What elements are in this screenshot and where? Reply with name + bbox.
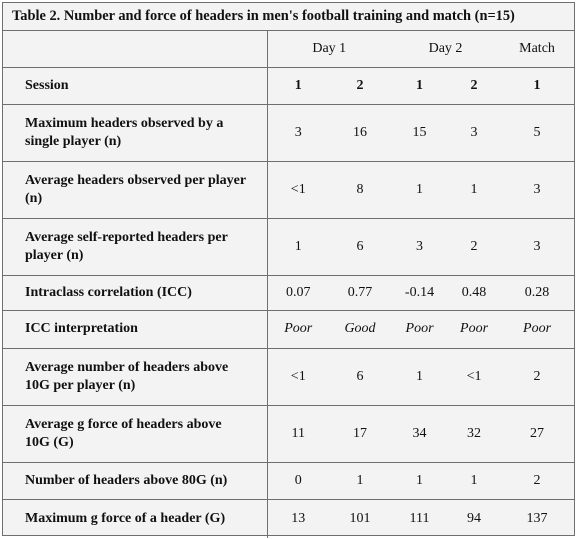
row-label: Average headers observed per player (n) bbox=[3, 161, 267, 218]
table-cell: 111 bbox=[409, 510, 430, 526]
table-row bbox=[3, 405, 574, 462]
table-row bbox=[3, 310, 574, 348]
table-cell: 3 bbox=[391, 218, 448, 275]
table-cell: 2 bbox=[500, 348, 574, 405]
table-cell: 1 bbox=[391, 462, 448, 499]
group-header-day2: Day 2 bbox=[391, 31, 500, 67]
table-cell: 0.77 bbox=[329, 275, 391, 310]
empty-header-cell bbox=[3, 31, 267, 67]
table-row bbox=[3, 348, 574, 405]
data-table bbox=[3, 31, 574, 538]
table-cell: Poor bbox=[448, 310, 500, 348]
table-cell: 16 bbox=[329, 104, 391, 161]
table-cell: -0.14 bbox=[391, 275, 448, 310]
table-cell: <1 bbox=[448, 348, 500, 405]
table-cell: 2 bbox=[448, 218, 500, 275]
table-cell: 0.07 bbox=[267, 275, 329, 310]
table-row bbox=[3, 161, 574, 218]
table-cell: 3 bbox=[267, 104, 329, 161]
row-label: Maximum g force of a header (G) bbox=[3, 499, 267, 538]
row-label: Maximum headers observed by a single player (n) bbox=[3, 104, 267, 161]
row-label: ICC interpretation bbox=[3, 310, 267, 348]
table-cell: 15 bbox=[391, 104, 448, 161]
table-cell: 101 bbox=[349, 510, 371, 526]
session-cell: 2 bbox=[329, 67, 391, 104]
session-cell: 1 bbox=[267, 67, 329, 104]
table-cell: 137 bbox=[526, 510, 548, 526]
session-label: Session bbox=[3, 67, 267, 104]
table-cell: Poor bbox=[500, 310, 574, 348]
table-cell: 11 bbox=[267, 405, 329, 462]
table-cell: 1 bbox=[391, 161, 448, 218]
table-cell: 0.48 bbox=[448, 275, 500, 310]
row-label: Intraclass correlation (ICC) bbox=[3, 275, 267, 310]
table-cell: Poor bbox=[391, 310, 448, 348]
table-cell: 1 bbox=[267, 218, 329, 275]
table-cell: 3 bbox=[448, 104, 500, 161]
table-cell: 34 bbox=[391, 405, 448, 462]
session-row bbox=[3, 67, 574, 104]
table-cell: 3 bbox=[500, 161, 574, 218]
table-caption: Table 2. Number and force of headers in men's football training and match (n=15) bbox=[3, 3, 574, 31]
table-cell: 6 bbox=[329, 218, 391, 275]
table-cell: Good bbox=[329, 310, 391, 348]
row-label: Average g force of headers above 10G (G) bbox=[3, 405, 267, 462]
session-cell: 1 bbox=[500, 67, 574, 104]
table-cell: 13 bbox=[291, 510, 306, 526]
table-row bbox=[3, 218, 574, 275]
table-cell: 1 bbox=[329, 462, 391, 499]
table-cell: 2 bbox=[500, 462, 574, 499]
table-cell: 6 bbox=[329, 348, 391, 405]
table-cell: 1 bbox=[448, 161, 500, 218]
table-cell: 1 bbox=[448, 462, 500, 499]
table-row bbox=[3, 104, 574, 161]
row-label: Average self-reported headers per player (n) bbox=[3, 218, 267, 275]
table-cell: 1 bbox=[391, 348, 448, 405]
table-row bbox=[3, 275, 574, 310]
table-frame bbox=[2, 2, 575, 536]
table-cell: 32 bbox=[448, 405, 500, 462]
table-row bbox=[3, 462, 574, 499]
session-cell: 2 bbox=[448, 67, 500, 104]
table-cell: 17 bbox=[329, 405, 391, 462]
table-cell: 94 bbox=[467, 510, 482, 526]
table-cell: <1 bbox=[267, 348, 329, 405]
table-cell: Poor bbox=[267, 310, 329, 348]
table-cell: 5 bbox=[500, 104, 574, 161]
table-cell: 27 bbox=[500, 405, 574, 462]
group-header-row bbox=[3, 31, 574, 67]
table-cell: 0 bbox=[267, 462, 329, 499]
group-header-day1: Day 1 bbox=[267, 31, 391, 67]
session-cell: 1 bbox=[391, 67, 448, 104]
table-row bbox=[3, 499, 574, 538]
row-label: Number of headers above 80G (n) bbox=[3, 462, 267, 499]
table-cell: 3 bbox=[500, 218, 574, 275]
row-label: Average number of headers above 10G per player (n) bbox=[3, 348, 267, 405]
table-cell: <1 bbox=[267, 161, 329, 218]
table-cell: 0.28 bbox=[500, 275, 574, 310]
table-cell: 8 bbox=[329, 161, 391, 218]
group-header-match: Match bbox=[500, 31, 574, 67]
